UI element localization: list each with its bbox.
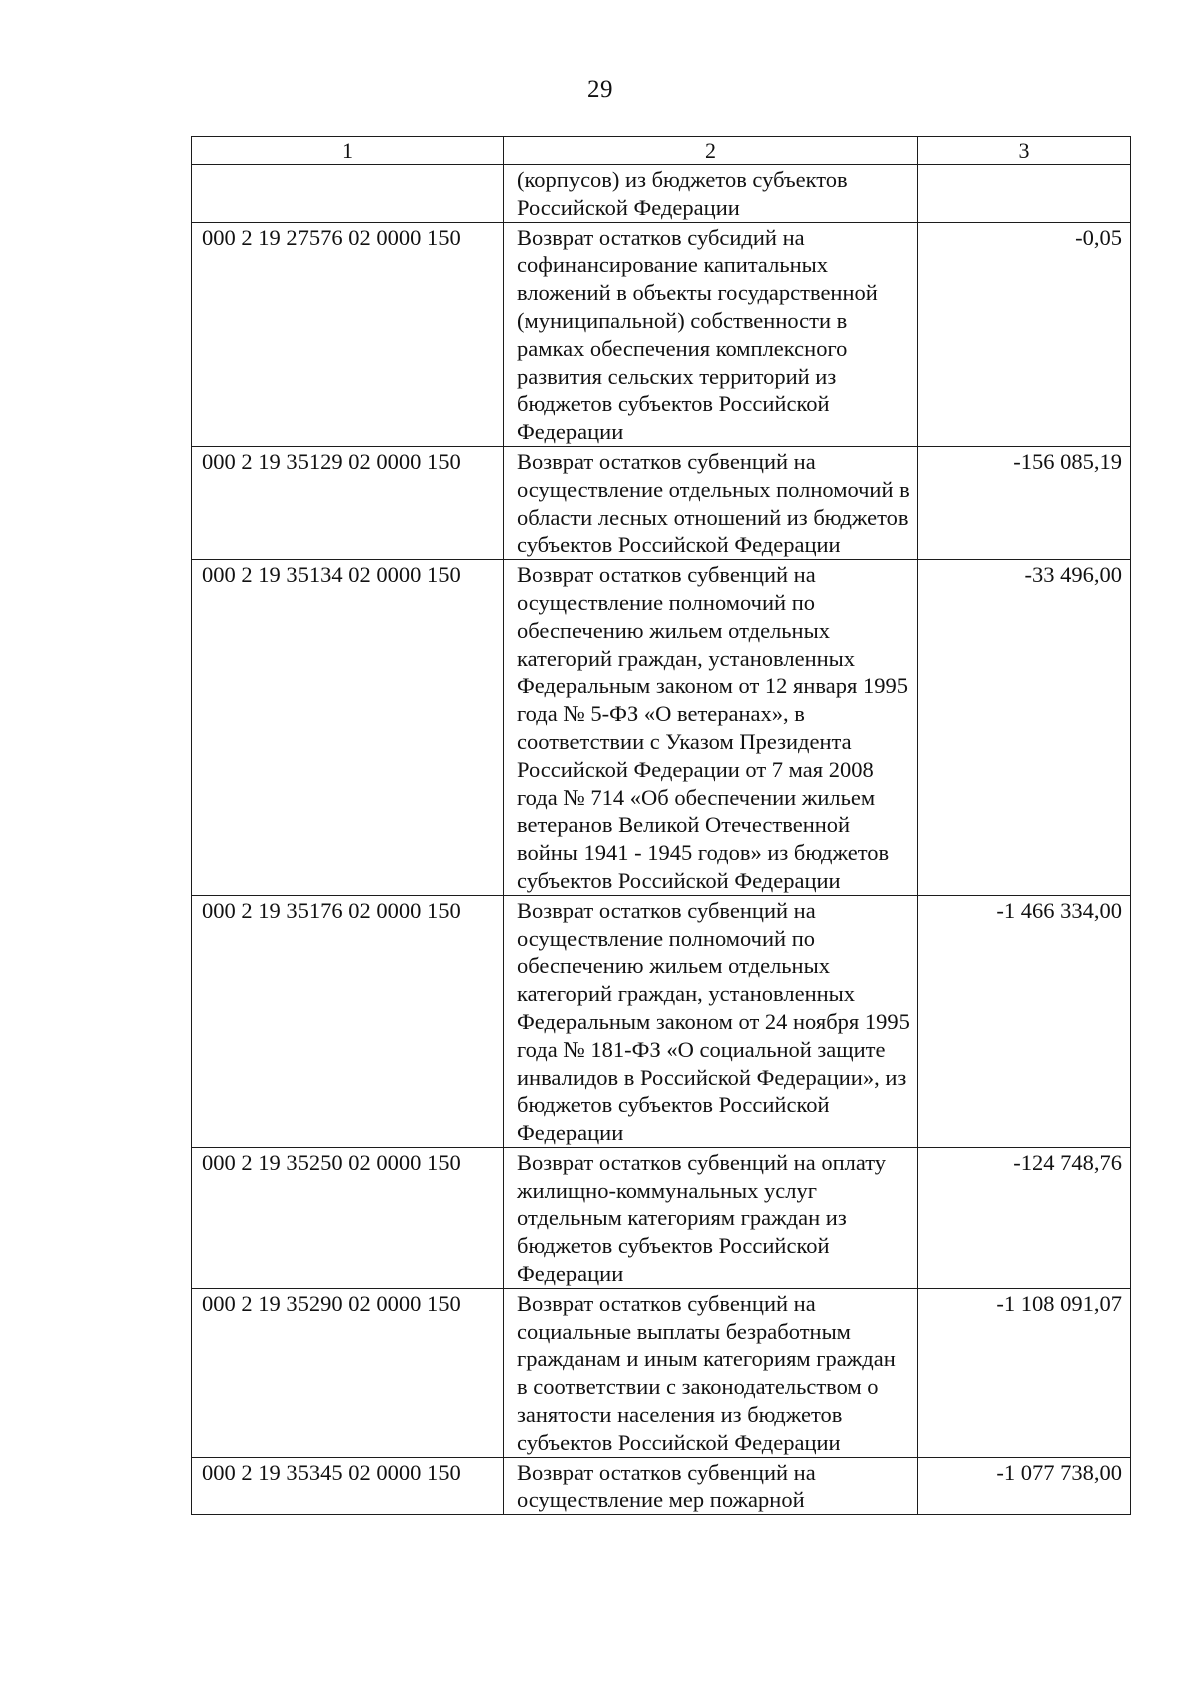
description-cell: Возврат остатков субвенций на осуществление полномочий по обеспечению жильем отдельных категорий граждан, установленных Федеральным законом от 24 ноября 1995 года № 181-ФЗ «О социальной защите инвалидов в Российской Федерации», из бюджетов субъектов Российской Федерации [504, 895, 918, 1147]
budget-code-cell: 000 2 19 27576 02 0000 150 [192, 222, 504, 446]
budget-code-cell: 000 2 19 35290 02 0000 150 [192, 1288, 504, 1457]
column-header-1: 1 [192, 137, 504, 165]
table-row [192, 165, 1131, 223]
table-row [192, 446, 1131, 559]
table-row [192, 222, 1131, 446]
table-header-row [192, 137, 1131, 165]
amount-cell: -33 496,00 [918, 560, 1131, 896]
description-cell: Возврат остатков субвенций на социальные выплаты безработным гражданам и иным категориям граждан в соответствии с законодательством о занятости населения из бюджетов субъектов Российской Федерации [504, 1288, 918, 1457]
amount-cell: -0,05 [918, 222, 1131, 446]
table-row [192, 895, 1131, 1147]
amount-cell [918, 165, 1131, 223]
table-row [192, 1288, 1131, 1457]
page-number: 29 [587, 76, 613, 103]
description-cell: (корпусов) из бюджетов субъектов Российской Федерации [504, 165, 918, 223]
budget-code-cell: 000 2 19 35134 02 0000 150 [192, 560, 504, 896]
amount-cell: -1 108 091,07 [918, 1288, 1131, 1457]
budget-table [191, 136, 1131, 1515]
amount-cell: -124 748,76 [918, 1147, 1131, 1288]
description-cell: Возврат остатков субсидий на софинансирование капитальных вложений в объекты государственной (муниципальной) собственности в рамках обеспечения комплексного развития сельских территорий из бюджетов субъектов Российской Федерации [504, 222, 918, 446]
table-row [192, 1147, 1131, 1288]
amount-cell: -156 085,19 [918, 446, 1131, 559]
description-cell: Возврат остатков субвенций на осуществление отдельных полномочий в области лесных отношений из бюджетов субъектов Российской Федерации [504, 446, 918, 559]
amount-cell: -1 466 334,00 [918, 895, 1131, 1147]
description-cell: Возврат остатков субвенций на осуществление полномочий по обеспечению жильем отдельных категорий граждан, установленных Федеральным законом от 12 января 1995 года № 5-ФЗ «О ветеранах», в соответствии с Указом Президента Российской Федерации от 7 мая 2008 года № 714 «Об обеспечении жильем ветеранов Великой Отечественной войны 1941 - 1945 годов» из бюджетов субъектов Российской Федерации [504, 560, 918, 896]
description-cell: Возврат остатков субвенций на осуществление мер пожарной [504, 1457, 918, 1515]
description-cell: Возврат остатков субвенций на оплату жилищно-коммунальных услуг отдельным категориям граждан из бюджетов субъектов Российской Федерации [504, 1147, 918, 1288]
budget-code-cell: 000 2 19 35129 02 0000 150 [192, 446, 504, 559]
budget-code-cell [192, 165, 504, 223]
budget-code-cell: 000 2 19 35250 02 0000 150 [192, 1147, 504, 1288]
table-row [192, 560, 1131, 896]
column-header-3: 3 [918, 137, 1131, 165]
budget-code-cell: 000 2 19 35345 02 0000 150 [192, 1457, 504, 1515]
budget-code-cell: 000 2 19 35176 02 0000 150 [192, 895, 504, 1147]
amount-cell: -1 077 738,00 [918, 1457, 1131, 1515]
table-row [192, 1457, 1131, 1515]
column-header-2: 2 [504, 137, 918, 165]
